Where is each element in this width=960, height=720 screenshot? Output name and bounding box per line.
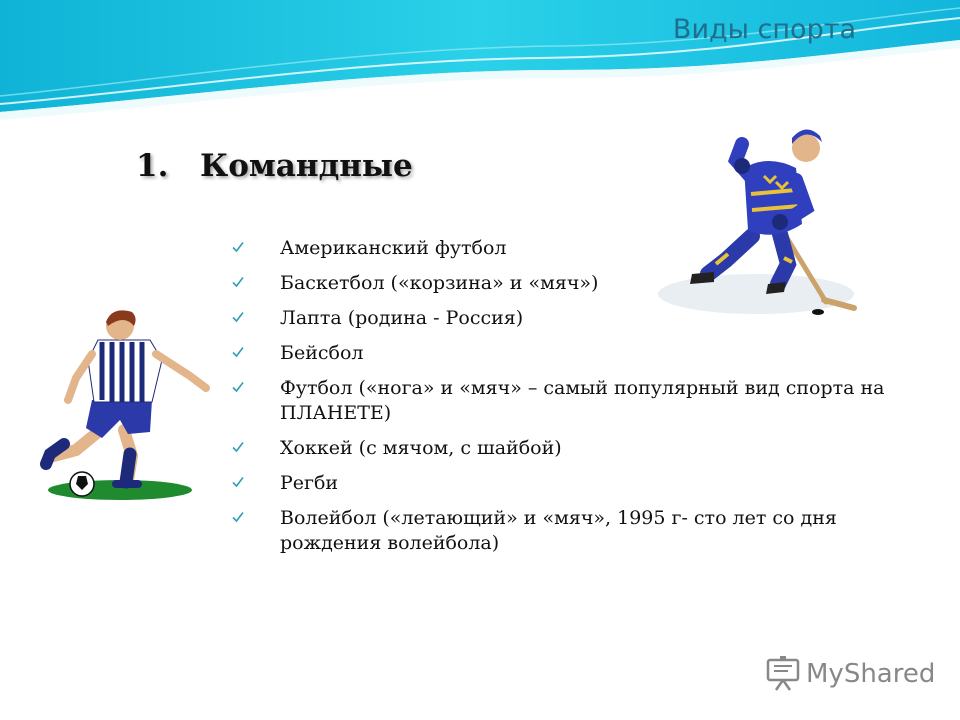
checkmark-icon — [232, 311, 244, 323]
checkmark-icon — [232, 476, 244, 488]
checkmark-icon — [232, 381, 244, 393]
myshared-logo — [766, 654, 935, 694]
slide-title: Виды спорта — [672, 14, 856, 45]
checkmark-icon — [232, 346, 244, 358]
section-heading — [136, 148, 413, 184]
hockey-player-illustration — [656, 124, 866, 324]
list-item: Американский футбол — [232, 236, 912, 261]
heading-number: 1. — [136, 148, 169, 184]
soccer-player-illustration — [20, 304, 220, 504]
list-item: Хоккей (с мячом, с шайбой) — [232, 436, 912, 461]
heading-text: Командные — [200, 148, 413, 184]
checkmark-icon — [232, 441, 244, 453]
presentation-board-icon — [766, 656, 800, 692]
logo-text: MyShared — [806, 659, 936, 689]
list-item: Лапта (родина - Россия) — [232, 306, 912, 331]
list-item: Волейбол («летающий» и «мяч», 1995 г- сто лет со дня рождения волейбола) — [232, 506, 912, 556]
checkmark-icon — [232, 511, 244, 523]
list-item: Футбол («нога» и «мяч» – самый популярный вид спорта на ПЛАНЕТЕ) — [232, 376, 912, 426]
checkmark-icon — [232, 276, 244, 288]
list-item: Регби — [232, 471, 912, 496]
checkmark-icon — [232, 241, 244, 253]
list-item: Бейсбол — [232, 341, 912, 366]
list-item: Баскетбол («корзина» и «мяч») — [232, 271, 912, 296]
